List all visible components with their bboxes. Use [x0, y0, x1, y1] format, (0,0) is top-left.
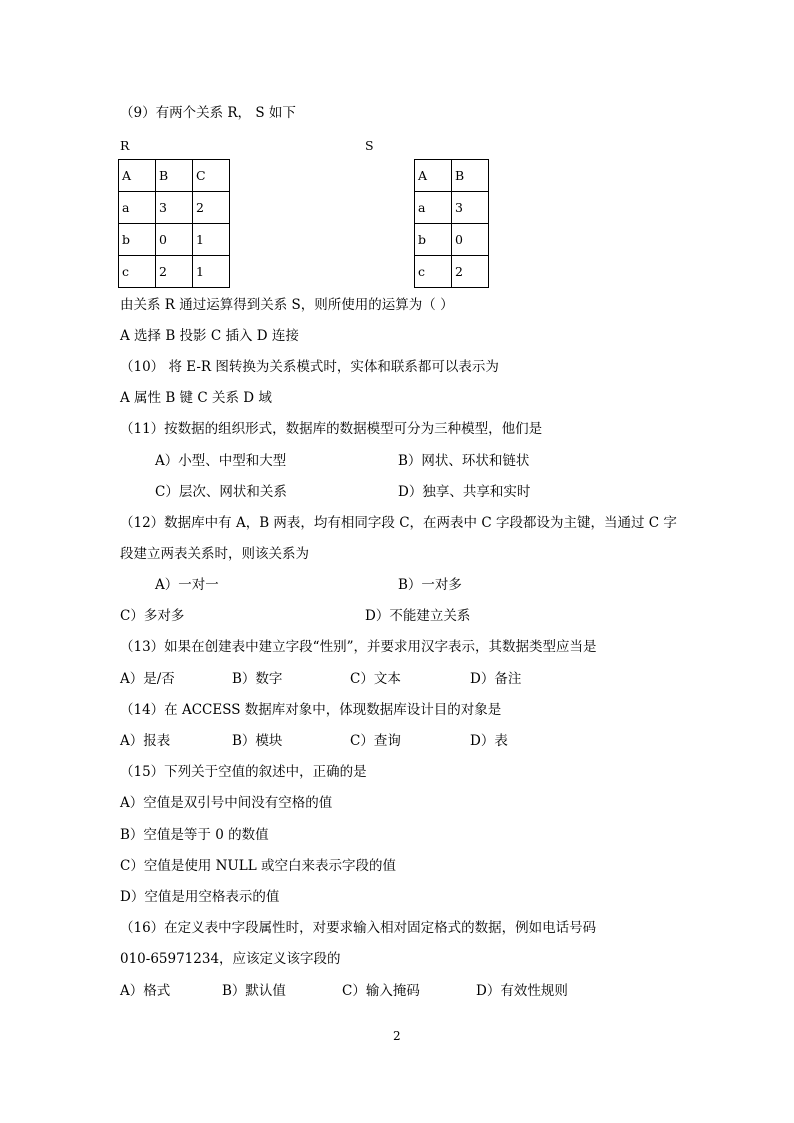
- q13-option-d: D）备注: [470, 671, 522, 687]
- q16-option-d: D）有效性规则: [476, 983, 568, 999]
- table-row: [415, 224, 489, 256]
- table-row: [119, 160, 230, 192]
- table-cell: B: [156, 160, 193, 192]
- q16-option-a: A）格式: [120, 983, 171, 999]
- q16-title-line1: （16）在定义表中字段属性时，对要求输入相对固定格式的数据，例如电话号码: [120, 920, 597, 936]
- table-cell: 1: [193, 224, 230, 256]
- table-cell: 2: [156, 256, 193, 288]
- q11-option-b: B）网状、环状和链状: [398, 453, 530, 469]
- table-cell: a: [119, 192, 156, 224]
- table-cell: b: [415, 224, 452, 256]
- table-cell: A: [415, 160, 452, 192]
- table-row: [119, 192, 230, 224]
- table-cell: 3: [452, 192, 489, 224]
- q9-question: 由关系 R 通过运算得到关系 S，则所使用的运算为（ ）: [120, 297, 454, 313]
- q16-title-line2: 010-65971234，应该定义该字段的: [120, 951, 341, 967]
- table-cell: 0: [156, 224, 193, 256]
- q14-option-d: D）表: [470, 733, 508, 749]
- table-cell: a: [415, 192, 452, 224]
- relation-s-table: [414, 159, 489, 288]
- q13-option-c: C）文本: [350, 671, 401, 687]
- q14-option-c: C）查询: [350, 733, 401, 749]
- relation-r-label: R: [120, 138, 130, 153]
- q11-title: （11）按数据的组织形式，数据库的数据模型可分为三种模型，他们是: [120, 421, 543, 437]
- table-row: [415, 160, 489, 192]
- relation-s-label: S: [365, 138, 374, 153]
- q12-option-d: D）不能建立关系: [365, 608, 471, 624]
- q10-title: （10） 将 E-R 图转换为关系模式时，实体和联系都可以表示为: [120, 359, 499, 375]
- q15-title: （15）下列关于空值的叙述中，正确的是: [120, 764, 367, 780]
- table-row: [119, 224, 230, 256]
- table-cell: C: [193, 160, 230, 192]
- q11-option-d: D）独享、共享和实时: [398, 484, 531, 500]
- q12-option-c: C）多对多: [120, 608, 185, 624]
- q15-option-a: A）空值是双引号中间没有空格的值: [120, 795, 333, 811]
- page-number: 2: [393, 1029, 401, 1043]
- table-cell: 3: [156, 192, 193, 224]
- q12-option-a: A）一对一: [155, 577, 219, 593]
- table-row: [119, 256, 230, 288]
- table-row: [415, 192, 489, 224]
- q11-option-a: A）小型、中型和大型: [155, 453, 287, 469]
- table-row: [415, 256, 489, 288]
- q14-option-b: B）模块: [232, 733, 283, 749]
- table-cell: c: [119, 256, 156, 288]
- q12-option-b: B）一对多: [398, 577, 462, 593]
- q12-title-line2: 段建立两表关系时，则该关系为: [120, 546, 309, 562]
- q15-option-d: D）空值是用空格表示的值: [120, 889, 280, 905]
- q9-options: A 选择 B 投影 C 插入 D 连接: [120, 328, 299, 344]
- relation-r-table: [118, 159, 230, 288]
- table-cell: c: [415, 256, 452, 288]
- table-cell: 1: [193, 256, 230, 288]
- table-cell: A: [119, 160, 156, 192]
- table-cell: B: [452, 160, 489, 192]
- table-cell: 2: [452, 256, 489, 288]
- q16-option-b: B）默认值: [222, 983, 286, 999]
- q15-option-b: B）空值是等于 0 的数值: [120, 827, 269, 843]
- q16-option-c: C）输入掩码: [342, 983, 420, 999]
- q11-option-c: C）层次、网状和关系: [155, 484, 287, 500]
- table-cell: b: [119, 224, 156, 256]
- q13-option-a: A）是/否: [120, 671, 175, 687]
- table-cell: 0: [452, 224, 489, 256]
- q13-title: （13）如果在创建表中建立字段“性别”，并要求用汉字表示，其数据类型应当是: [120, 639, 597, 655]
- q14-title: （14）在 ACCESS 数据库对象中，体现数据库设计目的对象是: [120, 702, 502, 718]
- q14-option-a: A）报表: [120, 733, 171, 749]
- q9-title: （9）有两个关系 R， S 如下: [120, 105, 296, 121]
- q12-title-line1: （12）数据库中有 A，B 两表，均有相同字段 C，在两表中 C 字段都设为主键，当通过 C 字: [120, 515, 677, 531]
- q13-option-b: B）数字: [232, 671, 283, 687]
- q15-option-c: C）空值是使用 NULL 或空白来表示字段的值: [120, 858, 397, 874]
- q10-options: A 属性 B 键 C 关系 D 域: [120, 390, 272, 406]
- table-cell: 2: [193, 192, 230, 224]
